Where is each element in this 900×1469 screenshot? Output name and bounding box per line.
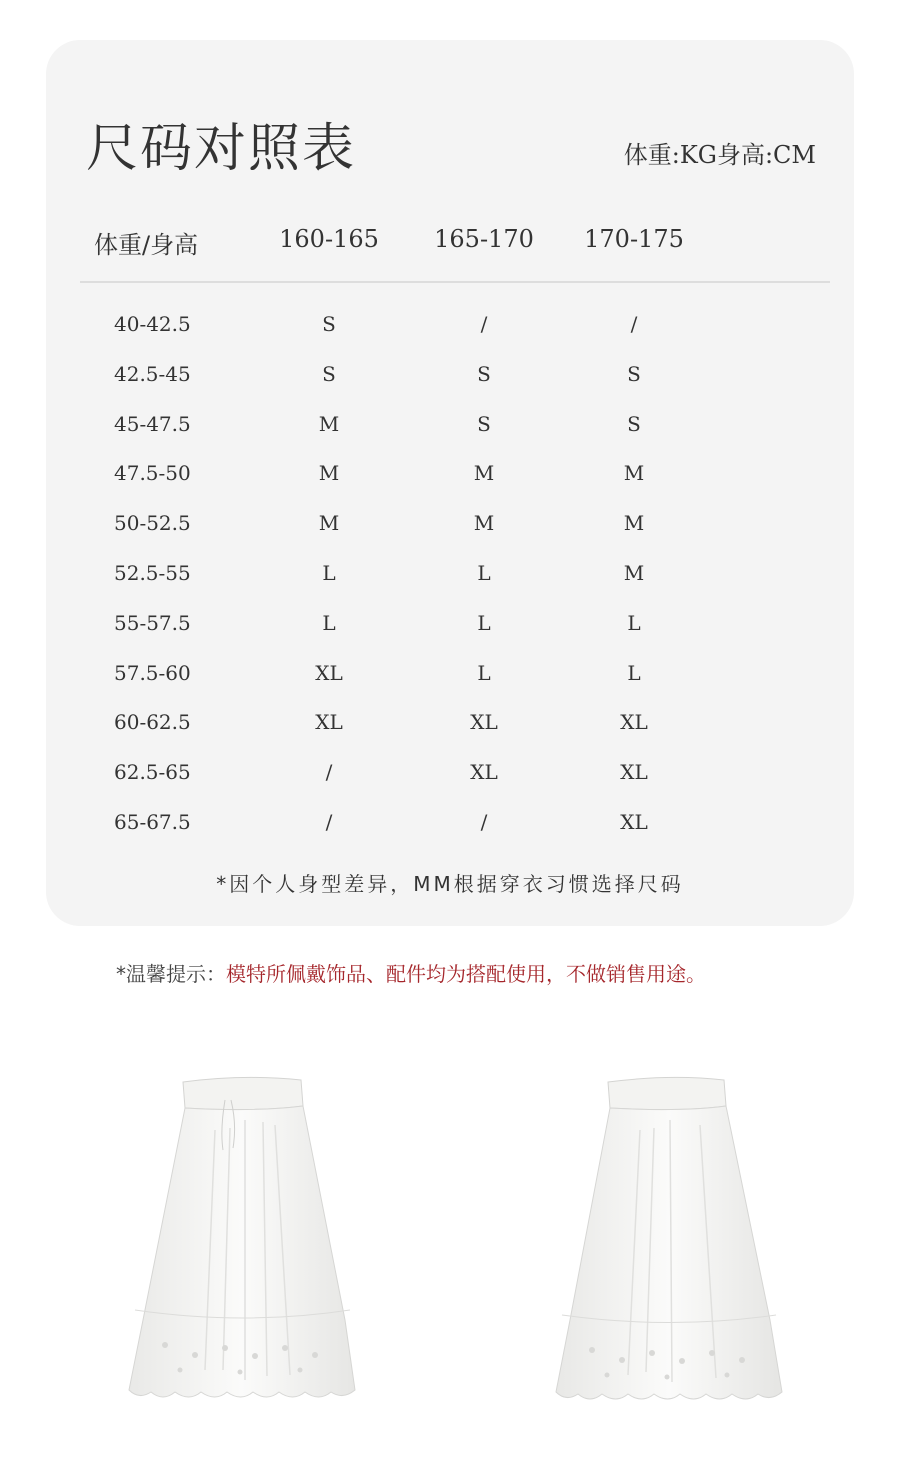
size-cell: M <box>473 511 495 536</box>
size-cell: / <box>480 810 488 834</box>
size-cell: M <box>473 461 495 486</box>
fit-note: *因个人身型差异，MM根据穿衣习惯选择尺码 <box>216 872 684 896</box>
table-row <box>46 511 854 541</box>
header-165-170: 165-170 <box>434 225 534 253</box>
size-cell: XL <box>620 810 648 834</box>
size-chart-card <box>46 40 854 926</box>
size-cell: S <box>627 361 641 386</box>
skirt-back-image <box>530 1070 830 1415</box>
size-cell: L <box>322 610 336 635</box>
weight-range-cell: 45-47.5 <box>114 411 191 436</box>
header-weight-height: 体重/身高 <box>94 231 199 259</box>
size-cell: M <box>623 561 645 585</box>
size-cell: M <box>623 461 645 486</box>
weight-range-cell: 57.5-60 <box>114 660 191 685</box>
table-row <box>46 760 854 790</box>
size-cell: / <box>325 760 333 785</box>
size-cell: M <box>318 511 340 536</box>
table-row <box>46 312 854 342</box>
size-cell: S <box>477 361 491 386</box>
weight-range-cell: 42.5-45 <box>114 361 191 386</box>
table-row <box>46 611 854 641</box>
page-title: 尺码对照表 <box>86 119 357 179</box>
table-header <box>46 225 854 273</box>
size-cell: XL <box>470 760 498 785</box>
table-row <box>46 461 854 491</box>
weight-range-cell: 52.5-55 <box>114 561 191 585</box>
table-row <box>46 810 854 840</box>
table-row <box>46 561 854 591</box>
tip-body: 模特所佩戴饰品、配件均为搭配使用，不做销售用途。 <box>226 962 706 986</box>
size-cell: / <box>630 312 638 336</box>
size-cell: M <box>318 411 340 436</box>
size-cell: XL <box>620 760 648 785</box>
weight-range-cell: 55-57.5 <box>114 610 191 635</box>
size-cell: / <box>325 810 333 834</box>
weight-range-cell: 65-67.5 <box>114 810 191 834</box>
tip-line <box>116 958 706 987</box>
size-cell: S <box>322 312 336 336</box>
table-row <box>46 362 854 392</box>
size-cell: / <box>480 312 488 336</box>
header-160-165: 160-165 <box>279 225 379 253</box>
table-row <box>46 412 854 442</box>
size-cell: S <box>627 411 641 436</box>
weight-range-cell: 60-62.5 <box>114 710 191 735</box>
size-cell: M <box>318 461 340 486</box>
size-cell: L <box>627 660 641 685</box>
skirt-back-illustration <box>530 1070 830 1415</box>
size-cell: L <box>477 561 491 585</box>
header-170-175: 170-175 <box>584 225 684 253</box>
weight-range-cell: 47.5-50 <box>114 461 191 486</box>
size-cell: M <box>623 511 645 536</box>
size-cell: L <box>627 610 641 635</box>
size-cell: XL <box>315 660 343 685</box>
weight-range-cell: 40-42.5 <box>114 312 191 336</box>
skirt-front-image <box>105 1070 405 1415</box>
units-label: 体重:KG身高:CM <box>623 141 816 169</box>
size-cell: L <box>322 561 336 585</box>
size-cell: XL <box>315 710 343 735</box>
table-row <box>46 661 854 691</box>
size-cell: L <box>477 610 491 635</box>
skirt-front-illustration <box>105 1070 405 1415</box>
table-row <box>46 710 854 740</box>
weight-range-cell: 50-52.5 <box>114 511 191 536</box>
size-cell: S <box>477 411 491 436</box>
weight-range-cell: 62.5-65 <box>114 760 191 785</box>
tip-lead: *温馨提示： <box>116 962 226 986</box>
size-cell: L <box>477 660 491 685</box>
size-cell: XL <box>470 710 498 735</box>
size-cell: S <box>322 361 336 386</box>
header-divider <box>80 281 830 283</box>
size-cell: XL <box>620 710 648 735</box>
